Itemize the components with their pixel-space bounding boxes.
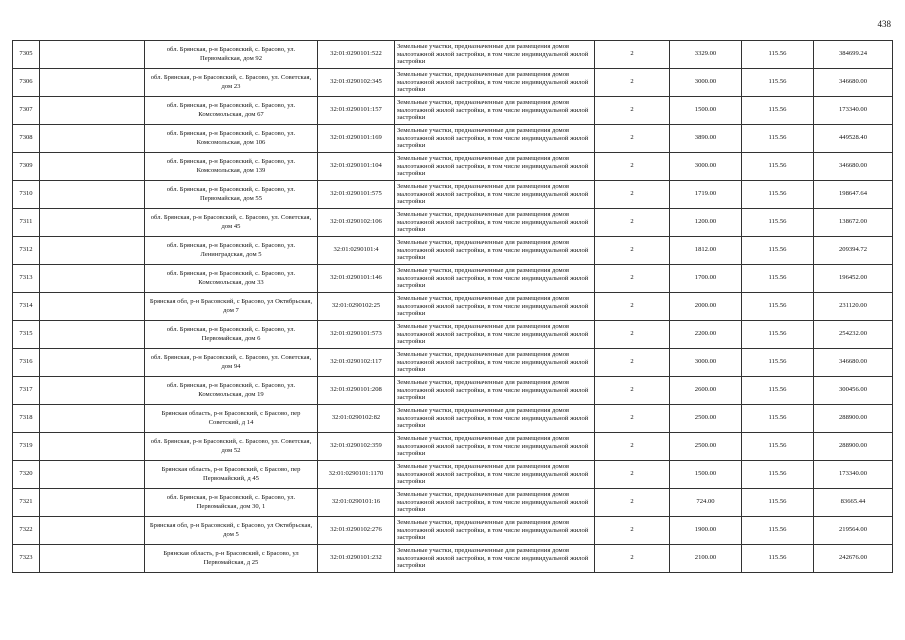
cell-cadastral-number: 32:01:0290101:146 [318,265,395,293]
cell-row-number: 7313 [13,265,40,293]
cell-cadastral-value: 209394.72 [814,237,893,265]
cell-cadastral-value: 288900.00 [814,433,893,461]
cell-rate: 115.56 [742,153,814,181]
table-row [13,125,893,153]
cell-group: 2 [595,41,670,69]
cell-group: 2 [595,209,670,237]
table-row [13,153,893,181]
cell-group: 2 [595,69,670,97]
cell-empty [40,545,145,573]
cell-row-number: 7318 [13,405,40,433]
cell-empty [40,377,145,405]
cell-address: обл. Брянская, р-н Брасовский, с. Брасово, ул. Советская, дом 45 [145,209,318,237]
cell-row-number: 7321 [13,489,40,517]
cell-cadastral-number: 32:01:0290101:208 [318,377,395,405]
table-row [13,461,893,489]
cell-address: обл. Брянская, р-н Брасовский, с. Брасово, ул. Ленинградская, дом 5 [145,237,318,265]
cell-area: 2600.00 [670,377,742,405]
cell-row-number: 7314 [13,293,40,321]
land-registry-table [12,40,893,573]
cell-empty [40,125,145,153]
cell-cadastral-number: 32:01:0290101:104 [318,153,395,181]
cell-row-number: 7312 [13,237,40,265]
cell-address: обл. Брянская, р-н Брасовский, с. Брасово, ул. Советская, дом 94 [145,349,318,377]
table-row [13,517,893,545]
cell-cadastral-number: 32:01:0290101:1170 [318,461,395,489]
cell-area: 3000.00 [670,153,742,181]
cell-empty [40,209,145,237]
cell-row-number: 7309 [13,153,40,181]
cell-land-usage: Земельные участки, предназначенные для размещения домов малоэтажной жилой застройки, в том числе индивидуальной жилой застройки [395,377,595,405]
cell-area: 1200.00 [670,209,742,237]
table-row [13,433,893,461]
cell-group: 2 [595,125,670,153]
table-row [13,321,893,349]
cell-area: 1812.00 [670,237,742,265]
cell-row-number: 7305 [13,41,40,69]
cell-empty [40,97,145,125]
cell-cadastral-number: 32:01:0290101:575 [318,181,395,209]
cell-land-usage: Земельные участки, предназначенные для размещения домов малоэтажной жилой застройки, в том числе индивидуальной жилой застройки [395,125,595,153]
page-number: 438 [877,19,891,29]
cell-rate: 115.56 [742,293,814,321]
cell-group: 2 [595,153,670,181]
cell-cadastral-value: 173340.00 [814,97,893,125]
cell-area: 2100.00 [670,545,742,573]
cell-cadastral-value: 196452.00 [814,265,893,293]
table-row [13,293,893,321]
cell-cadastral-number: 32:01:0290101:573 [318,321,395,349]
cell-land-usage: Земельные участки, предназначенные для размещения домов малоэтажной жилой застройки, в том числе индивидуальной жилой застройки [395,321,595,349]
cell-row-number: 7310 [13,181,40,209]
cell-row-number: 7307 [13,97,40,125]
cell-group: 2 [595,237,670,265]
cell-cadastral-value: 138672.00 [814,209,893,237]
cell-cadastral-number: 32:01:0290102:345 [318,69,395,97]
cell-rate: 115.56 [742,433,814,461]
cell-rate: 115.56 [742,265,814,293]
cell-cadastral-value: 384699.24 [814,41,893,69]
cell-rate: 115.56 [742,349,814,377]
cell-area: 2500.00 [670,405,742,433]
cell-land-usage: Земельные участки, предназначенные для размещения домов малоэтажной жилой застройки, в том числе индивидуальной жилой застройки [395,41,595,69]
cell-address: Брянская область, р-н Брасовский, с Брасово, пер Первомайский, д 45 [145,461,318,489]
cell-address: обл. Брянская, р-н Брасовский, с. Брасово, ул. Комсомольская, дом 106 [145,125,318,153]
cell-row-number: 7317 [13,377,40,405]
cell-group: 2 [595,97,670,125]
cell-cadastral-value: 288900.00 [814,405,893,433]
cell-empty [40,349,145,377]
cell-cadastral-number: 32:01:0290101:169 [318,125,395,153]
cell-area: 1900.00 [670,517,742,545]
cell-row-number: 7311 [13,209,40,237]
cell-cadastral-number: 32:01:0290101:16 [318,489,395,517]
table-row [13,41,893,69]
table-row [13,489,893,517]
cell-address: обл. Брянская, р-н Брасовский, с. Брасово, ул. Первомайская, дом 6 [145,321,318,349]
cell-land-usage: Земельные участки, предназначенные для размещения домов малоэтажной жилой застройки, в том числе индивидуальной жилой застройки [395,545,595,573]
cell-rate: 115.56 [742,377,814,405]
cell-address: обл. Брянская, р-н Брасовский, с. Брасово, ул. Советская, дом 52 [145,433,318,461]
table-row [13,69,893,97]
cell-group: 2 [595,293,670,321]
cell-address: обл. Брянская, р-н Брасовский, с. Брасово, ул. Комсомольская, дом 67 [145,97,318,125]
cell-address: обл. Брянская, р-н Брасовский, с. Брасово, ул. Комсомольская, дом 33 [145,265,318,293]
cell-address: обл. Брянская, р-н Брасовский, с. Брасово, ул. Советская, дом 23 [145,69,318,97]
cell-address: Брянская область, р-н Брасовский, с Брасово, пер Советский, д 14 [145,405,318,433]
cell-address: обл. Брянская, р-н Брасовский, с. Брасово, ул. Первомайская, дом 30, 1 [145,489,318,517]
cell-empty [40,181,145,209]
cell-empty [40,293,145,321]
cell-rate: 115.56 [742,405,814,433]
cell-rate: 115.56 [742,69,814,97]
cell-rate: 115.56 [742,545,814,573]
table-row [13,237,893,265]
cell-land-usage: Земельные участки, предназначенные для размещения домов малоэтажной жилой застройки, в том числе индивидуальной жилой застройки [395,405,595,433]
cell-row-number: 7323 [13,545,40,573]
cell-empty [40,461,145,489]
cell-group: 2 [595,265,670,293]
cell-group: 2 [595,489,670,517]
cell-area: 724.00 [670,489,742,517]
cell-rate: 115.56 [742,181,814,209]
cell-area: 3329.00 [670,41,742,69]
cell-empty [40,41,145,69]
cell-cadastral-value: 346680.00 [814,349,893,377]
cell-rate: 115.56 [742,125,814,153]
cell-cadastral-number: 32:01:0290102:82 [318,405,395,433]
cell-rate: 115.56 [742,209,814,237]
cell-cadastral-value: 173340.00 [814,461,893,489]
cell-area: 2200.00 [670,321,742,349]
table-row [13,97,893,125]
cell-area: 3000.00 [670,69,742,97]
cell-address: Брянская обл, р-н Брасовский, с Брасово, ул Октябрьская, дом 7 [145,293,318,321]
cell-empty [40,153,145,181]
cell-cadastral-number: 32:01:0290102:117 [318,349,395,377]
cell-address: обл. Брянская, р-н Брасовский, с. Брасово, ул. Первомайская, дом 92 [145,41,318,69]
cell-rate: 115.56 [742,41,814,69]
cell-empty [40,517,145,545]
cell-land-usage: Земельные участки, предназначенные для размещения домов малоэтажной жилой застройки, в том числе индивидуальной жилой застройки [395,293,595,321]
cell-address: Брянская область, р-н Брасовский, с Брасово, ул Первомайская, д 25 [145,545,318,573]
table-row [13,405,893,433]
cell-row-number: 7320 [13,461,40,489]
cell-land-usage: Земельные участки, предназначенные для размещения домов малоэтажной жилой застройки, в том числе индивидуальной жилой застройки [395,489,595,517]
cell-cadastral-value: 449528.40 [814,125,893,153]
cell-area: 3890.00 [670,125,742,153]
cell-group: 2 [595,461,670,489]
cell-land-usage: Земельные участки, предназначенные для размещения домов малоэтажной жилой застройки, в том числе индивидуальной жилой застройки [395,461,595,489]
cell-cadastral-value: 346680.00 [814,153,893,181]
cell-rate: 115.56 [742,461,814,489]
cell-cadastral-number: 32:01:0290101:232 [318,545,395,573]
table-row [13,545,893,573]
cell-empty [40,433,145,461]
cell-empty [40,237,145,265]
cell-row-number: 7315 [13,321,40,349]
cell-cadastral-value: 300456.00 [814,377,893,405]
cell-cadastral-value: 242676.00 [814,545,893,573]
table-body [13,41,893,573]
cell-area: 1700.00 [670,265,742,293]
cell-empty [40,489,145,517]
cell-empty [40,69,145,97]
cell-rate: 115.56 [742,321,814,349]
table-row [13,377,893,405]
cell-address: Брянская обл, р-н Брасовский, с Брасово, ул Октябрьская, дом 5 [145,517,318,545]
cell-cadastral-value: 254232.00 [814,321,893,349]
cell-land-usage: Земельные участки, предназначенные для размещения домов малоэтажной жилой застройки, в том числе индивидуальной жилой застройки [395,209,595,237]
cell-area: 3000.00 [670,349,742,377]
cell-land-usage: Земельные участки, предназначенные для размещения домов малоэтажной жилой застройки, в том числе индивидуальной жилой застройки [395,181,595,209]
cell-empty [40,405,145,433]
cell-cadastral-value: 83665.44 [814,489,893,517]
cell-land-usage: Земельные участки, предназначенные для размещения домов малоэтажной жилой застройки, в том числе индивидуальной жилой застройки [395,69,595,97]
cell-row-number: 7322 [13,517,40,545]
cell-group: 2 [595,517,670,545]
cell-land-usage: Земельные участки, предназначенные для размещения домов малоэтажной жилой застройки, в том числе индивидуальной жилой застройки [395,517,595,545]
cell-empty [40,321,145,349]
cell-empty [40,265,145,293]
cell-cadastral-number: 32:01:0290102:276 [318,517,395,545]
cell-group: 2 [595,377,670,405]
cell-row-number: 7306 [13,69,40,97]
cell-land-usage: Земельные участки, предназначенные для размещения домов малоэтажной жилой застройки, в том числе индивидуальной жилой застройки [395,153,595,181]
table-row [13,181,893,209]
cell-cadastral-number: 32:01:0290101:522 [318,41,395,69]
cell-rate: 115.56 [742,489,814,517]
cell-area: 1500.00 [670,97,742,125]
cell-land-usage: Земельные участки, предназначенные для размещения домов малоэтажной жилой застройки, в том числе индивидуальной жилой застройки [395,433,595,461]
cell-area: 1500.00 [670,461,742,489]
cell-cadastral-value: 198647.64 [814,181,893,209]
cell-group: 2 [595,349,670,377]
cell-area: 1719.00 [670,181,742,209]
cell-row-number: 7316 [13,349,40,377]
cell-address: обл. Брянская, р-н Брасовский, с. Брасово, ул. Первомайская, дом 55 [145,181,318,209]
cell-address: обл. Брянская, р-н Брасовский, с. Брасово, ул. Комсомольская, дом 139 [145,153,318,181]
cell-group: 2 [595,405,670,433]
cell-cadastral-number: 32:01:0290102:359 [318,433,395,461]
cell-cadastral-number: 32:01:0290101:4 [318,237,395,265]
cell-land-usage: Земельные участки, предназначенные для размещения домов малоэтажной жилой застройки, в том числе индивидуальной жилой застройки [395,349,595,377]
cell-rate: 115.56 [742,97,814,125]
cell-rate: 115.56 [742,237,814,265]
table-row [13,265,893,293]
cell-land-usage: Земельные участки, предназначенные для размещения домов малоэтажной жилой застройки, в том числе индивидуальной жилой застройки [395,237,595,265]
cell-address: обл. Брянская, р-н Брасовский, с. Брасово, ул. Комсомольская, дом 19 [145,377,318,405]
cell-group: 2 [595,433,670,461]
cell-group: 2 [595,545,670,573]
cell-land-usage: Земельные участки, предназначенные для размещения домов малоэтажной жилой застройки, в том числе индивидуальной жилой застройки [395,97,595,125]
cell-area: 2000.00 [670,293,742,321]
cell-cadastral-value: 346680.00 [814,69,893,97]
cell-cadastral-number: 32:01:0290101:157 [318,97,395,125]
cell-cadastral-value: 219564.00 [814,517,893,545]
cell-land-usage: Земельные участки, предназначенные для размещения домов малоэтажной жилой застройки, в том числе индивидуальной жилой застройки [395,265,595,293]
cell-cadastral-value: 231120.00 [814,293,893,321]
cell-group: 2 [595,181,670,209]
cell-row-number: 7308 [13,125,40,153]
cell-area: 2500.00 [670,433,742,461]
cell-group: 2 [595,321,670,349]
cell-rate: 115.56 [742,517,814,545]
cell-cadastral-number: 32:01:0290102:106 [318,209,395,237]
cell-cadastral-number: 32:01:0290102:25 [318,293,395,321]
cell-row-number: 7319 [13,433,40,461]
table-row [13,349,893,377]
table-row [13,209,893,237]
